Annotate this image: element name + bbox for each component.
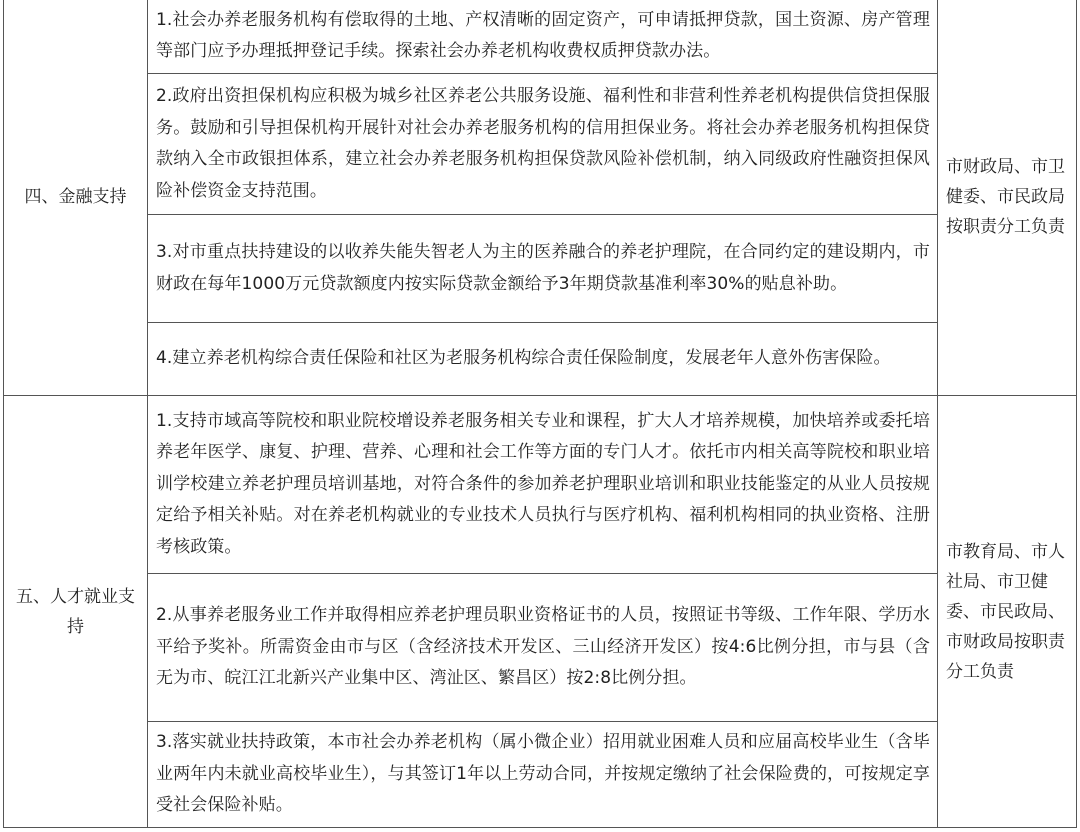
policy-table (3, 0, 1077, 828)
department-cell-talent (938, 396, 1077, 828)
measure-item: 4.建立养老机构综合责任保险和社区为老服务机构综合责任保险制度，发展老年人意外伤害保险。 (148, 323, 938, 396)
category-cell-finance (4, 0, 148, 396)
table-row (4, 396, 1077, 574)
department-label: 市财政局、市卫健委、市民政局按职责分工负责 (946, 157, 1065, 237)
table-row (4, 0, 1077, 74)
table-row (4, 574, 1077, 722)
measure-item: 1.社会办养老服务机构有偿取得的土地、产权清晰的固定资产，可申请抵押贷款，国土资源、房产管理等部门应予办理抵押登记手续。探索社会办养老机构收费权质押贷款办法。 (148, 0, 938, 74)
measure-item: 2.政府出资担保机构应积极为城乡社区养老公共服务设施、福利性和非营利性养老机构提供信贷担保服务。鼓励和引导担保机构开展针对社会办养老服务机构的信用担保业务。将社会办养老服务机构担保贷款纳入全市政银担体系，建立社会办养老服务机构担保贷款风险补偿机制，纳入同级政府性融资担保风险补偿资金支持范围。 (148, 74, 938, 215)
measure-item: 3.对市重点扶持建设的以收养失能失智老人为主的医养融合的养老护理院，在合同约定的建设期内，市财政在每年1000万元贷款额度内按实际贷款金额给予3年期贷款基准利率30%的贴息补助。 (148, 215, 938, 323)
category-label: 四、金融支持 (24, 187, 127, 207)
table-row (4, 722, 1077, 828)
table-row (4, 323, 1077, 396)
table-row (4, 74, 1077, 215)
department-cell-finance (938, 0, 1077, 396)
department-label: 市教育局、市人社局、市卫健委、市民政局、市财政局按职责分工负责 (946, 541, 1065, 682)
measure-item: 3.落实就业扶持政策，本市社会办养老机构（属小微企业）招用就业困难人员和应届高校毕业生（含毕业两年内未就业高校毕业生），与其签订1年以上劳动合同，并按规定缴纳了社会保险费的，可按规定享受社会保险补贴。 (148, 722, 938, 828)
measure-item: 2.从事养老服务业工作并取得相应养老护理员职业资格证书的人员，按照证书等级、工作年限、学历水平给予奖补。所需资金由市与区（含经济技术开发区、三山经济开发区）按4:6比例分担，市与县（含无为市、皖江江北新兴产业集中区、湾沚区、繁昌区）按2:8比例分担。 (148, 574, 938, 722)
table-row (4, 215, 1077, 323)
measure-item: 1.支持市域高等院校和职业院校增设养老服务相关专业和课程，扩大人才培养规模，加快培养或委托培养老年医学、康复、护理、营养、心理和社会工作等方面的专门人才。依托市内相关高等院校和职业培训学校建立养老护理员培训基地，对符合条件的参加养老护理职业培训和职业技能鉴定的从业人员按规定给予相关补贴。对在养老机构就业的专业技术人员执行与医疗机构、福利机构相同的执业资格、注册考核政策。 (148, 396, 938, 574)
category-label: 五、人才就业支持 (16, 586, 135, 637)
category-cell-talent (4, 396, 148, 828)
